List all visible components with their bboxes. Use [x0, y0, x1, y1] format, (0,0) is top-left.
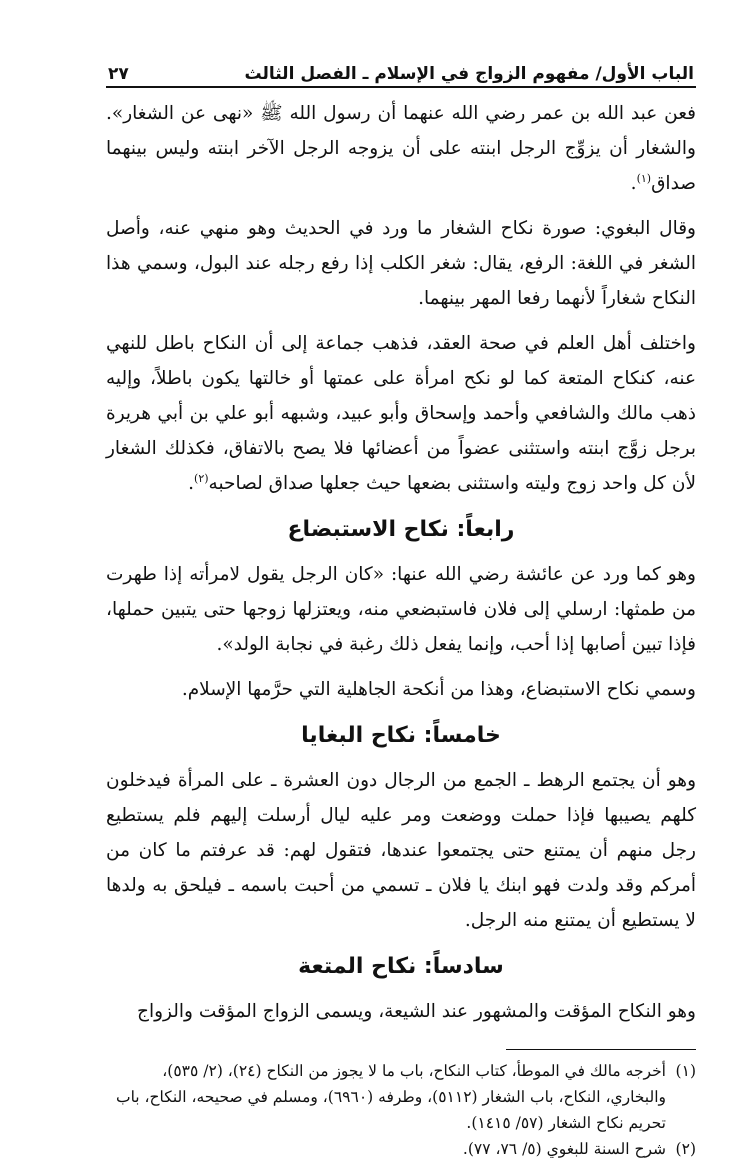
- book-page: [106, 52, 696, 1158]
- paragraph: [106, 326, 696, 501]
- footnote-number: (٢): [675, 1140, 696, 1158]
- footnote-text: شرح السنة للبغوي (٥/ ٧٦، ٧٧).: [462, 1140, 666, 1158]
- footnote-ref: (٢): [194, 471, 209, 485]
- paragraph-text: فعن عبد الله بن عمر رضي الله عنهما أن رسول الله ﷺ «نهى عن الشغار». والشغار أن يزوِّج الرجل ابنته على أن يزوجه الرجل الآخر ابنته وليس بينهما صداق: [106, 103, 696, 194]
- paragraph-text: واختلف أهل العلم في صحة العقد، فذهب جماعة إلى أن النكاح باطل للنهي عنه، كنكاح المتعة كما لو نكح امرأة على عمتها أو خالتها يكون باطلاً، وإليه ذهب مالك والشافعي وأحمد وإسحاق وأبو عبيد، وشبهه أبو علي بن أبي هريرة برجل زوَّج ابنته واستثنى عضواً من أعضائها فلا يصح بالاتفاق، فكذلك الشغار لأن كل واحد زوج وليته واستثنى بضعها حيث جعلها صداق لصاحبه: [106, 333, 696, 494]
- paragraph: وهو النكاح المؤقت والمشهور عند الشيعة، ويسمى الزواج المؤقت والزواج: [137, 1001, 696, 1022]
- section-heading: خامساً: نكاح البغايا: [301, 723, 501, 748]
- paragraph: وقال البغوي: صورة نكاح الشغار ما ورد في الحديث وهو منهي عنه، وأصل الشغر في اللغة: الرفع، يقال: شغر الكلب إذا رفع رجله عند البول، وسمي هذا النكاح شغاراً لأنهما رفعا المهر بينهما.: [106, 218, 696, 309]
- paragraph: وهو أن يجتمع الرهط ـ الجمع من الرجال دون العشرة ـ على المرأة فيدخلون كلهم يصيبها فإذا حملت ووضعت ومر عليه ليال أرسلت إليهم فلم يستطيع رجل منهم أن يمتنع حتى يجتمعوا عندها، فتقول لهم: قد عرفتم ما كان من أمركم وقد ولدت فهو ابنك يا فلان ـ تسمي من أحبت باسمه ـ فيلحق به ولدها لا يستطيع أن يمتنع منه الرجل.: [106, 770, 696, 931]
- page-number: ٢٧: [108, 64, 129, 84]
- section-heading: سادساً: نكاح المتعة: [298, 954, 504, 979]
- body-text: [106, 96, 696, 1029]
- section-heading: رابعاً: نكاح الاستبضاع: [287, 517, 515, 542]
- footnote-text: أخرجه مالك في الموطأ، كتاب النكاح، باب ما لا يجوز من النكاح (٢٤)، (٢/ ٥٣٥)، والبخاري، النكاح، باب الشغار (٥١١٢)، وطرفه (٦٩٦٠)، ومسلم في صحيحه، النكاح، باب تحريم نكاح الشغار (٥٧/ ١٤١٥).: [115, 1062, 666, 1132]
- footnotes: [106, 1058, 696, 1162]
- footnote-number: (١): [675, 1062, 696, 1080]
- paragraph: وسمي نكاح الاستبضاع، وهذا من أنكحة الجاهلية التي حرَّمها الإسلام.: [181, 679, 696, 700]
- footnote-divider: [506, 1049, 696, 1050]
- footnote-ref: (١): [636, 171, 652, 185]
- chapter-title: الباب الأول/ مفهوم الزواج في الإسلام ـ الفصل الثالث: [244, 64, 694, 84]
- paragraph-end: .: [630, 173, 637, 194]
- footnote: [106, 1136, 696, 1162]
- paragraph-end: .: [188, 473, 195, 494]
- paragraph: وهو كما ورد عن عائشة رضي الله عنها: «كان الرجل يقول لامرأته إذا طهرت من طمثها: ارسلي إلى فلان فاستبضعي منه، ويعتزلها زوجها حتى يتبين حملها، فإذا تبين أصابها إذا أحب، وإنما يفعل ذلك رغبة في نجابة الولد».: [106, 564, 696, 655]
- running-header: [106, 52, 696, 88]
- footnote: [106, 1058, 696, 1136]
- paragraph: [106, 96, 696, 201]
